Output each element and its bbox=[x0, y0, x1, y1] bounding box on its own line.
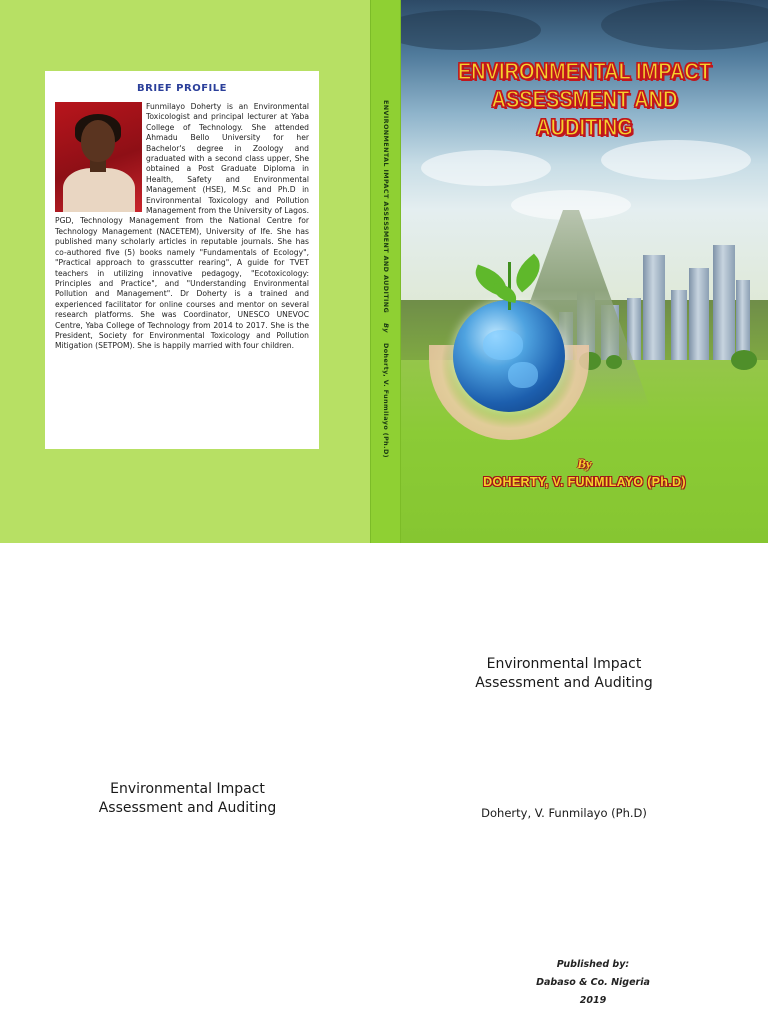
spine-title: ENVIRONMENTAL IMPACT ASSESSMENT AND AUDITING bbox=[382, 100, 391, 314]
cover-title-line: ASSESSMENT AND bbox=[491, 87, 678, 113]
cover-title-line: AUDITING bbox=[536, 115, 633, 141]
publisher-name: Dabaso & Co. Nigeria bbox=[536, 977, 650, 988]
title-page-author: Doherty, V. Funmilayo (Ph.D) bbox=[481, 806, 647, 820]
half-title-line-2: Assessment and Auditing bbox=[98, 800, 277, 816]
title-line-1: Environmental Impact bbox=[486, 656, 642, 672]
publisher-block bbox=[480, 956, 706, 1010]
photo-body-shape bbox=[63, 168, 135, 212]
sprout-stem bbox=[508, 262, 511, 310]
spine-by: By bbox=[382, 323, 391, 333]
skyscraper bbox=[689, 268, 709, 360]
cover-title bbox=[401, 58, 768, 142]
cover-author: DOHERTY, V. FUNMILAYO (Ph.D) bbox=[483, 475, 686, 489]
publication-year: 2019 bbox=[579, 995, 607, 1006]
cover-by-label: By bbox=[577, 456, 592, 471]
front-cover bbox=[401, 0, 768, 543]
tree bbox=[606, 355, 622, 369]
profile-text: Funmilayo Doherty is an Environmental Toxicologist and principal lecturer at Yaba College of Technology. She attended Ahmadu Bello University for her Bachelor's degree in Zoology and graduated with a second class upper, She obtained a Post Graduate Diploma in Health, Safety and Environmental Management (HSE), M.Sc and Ph.D in Environmental Toxicology and Pollution Management from the University of Lagos. PGD, Technology Management from the National Centre for Technology Management (NACETEM), University of Ife. She has published many scholarly articles in reputable journals. She has co-authored five (5) books namely "Fundamentals of Ecology", "Practical approach to grasscutter rearing", A guide for TVET teachers in utilizing innovative pedagogy, "Ecotoxicology: Principles and Practice", and "Understanding Environmental Pollution and Management". Dr Doherty is a trained and experienced facilitator for online courses and mentor on several research platforms. She was Coordinator, UNESCO UNEVOC Centre, Yaba College of Technology from 2014 to 2017. She is the President, Society for Environmental Toxicology and Pollution Mitigation (SETPOM). She is happily married with four children. bbox=[55, 102, 309, 351]
globe-continent bbox=[508, 362, 538, 388]
cloud bbox=[601, 140, 751, 180]
profile-heading: BRIEF PROFILE bbox=[137, 83, 227, 94]
photo-face-shape bbox=[81, 120, 115, 162]
skyscraper bbox=[671, 290, 687, 360]
dark-cloud bbox=[601, 0, 768, 50]
tree bbox=[731, 350, 757, 370]
profile-card bbox=[45, 71, 319, 449]
cloud bbox=[421, 150, 551, 186]
half-title-line-1: Environmental Impact bbox=[110, 781, 265, 797]
author-photo bbox=[55, 102, 142, 212]
spine-text bbox=[371, 0, 402, 543]
back-cover bbox=[0, 0, 370, 543]
published-by-label: Published by: bbox=[556, 959, 630, 970]
cover-title-line: ENVIRONMENTAL IMPACT bbox=[457, 59, 712, 85]
title-line-2: Assessment and Auditing bbox=[475, 675, 653, 691]
skyscraper bbox=[643, 255, 665, 360]
dark-cloud bbox=[401, 10, 541, 50]
skyscraper bbox=[713, 245, 735, 360]
book-spine bbox=[370, 0, 401, 543]
title-page-title bbox=[436, 655, 692, 693]
skyscraper bbox=[736, 280, 750, 360]
spine-author: Doherty, V. Funmilayo (Ph.D) bbox=[382, 343, 391, 458]
half-title-page-title bbox=[60, 780, 315, 818]
earth-globe-icon bbox=[453, 300, 565, 412]
globe-continent bbox=[483, 330, 523, 360]
